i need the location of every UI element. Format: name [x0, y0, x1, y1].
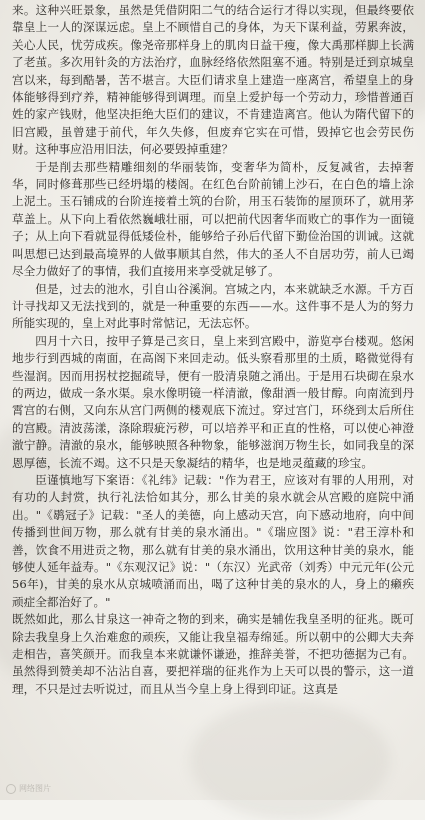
paragraph-5: 臣谨慎地写下案语：《礼纬》记载："作为君王，应该对有罪的人用刑，对有功的人封赏，执行礼法恰如其分，那么甘美的泉水就会从宫殿的庭院中涌出。"《鹖冠子》记载："圣人的美德，向上感动天宫，向下感动地府，向中间传播到世间万物，那么就有甘美的泉水涌出。"《瑞应图》说："君王淳朴和善，饮食不用进贡之物，那么就有甘美的泉水涌出，饮用这种甘美的泉水，能够使人延年益寿。"《东观汉记》说："（东汉）光武帝（刘秀）中元元年(公元56年)，甘美的泉水从京城喷涌而出，喝了这种甘美的泉水的人，身上的癞疾顽症全都治好了。": [12, 472, 414, 609]
watermark-text: 网络图片: [19, 784, 51, 793]
document-body: [12, 2, 414, 698]
paragraph-6: 既然如此，那么甘泉这一神奇之物的到来，确实是辅佐我皇圣明的征兆。既可除去我皇身上久治难愈的顽疾，又能让我皇福寿绵延。所以朝中的公卿大夫奔走相告，喜笑颜开。而我皇本来就谦怀谦逊，推辞美誉，不把功德据为己有。虽然得到赞美却不沾沾自喜，要把祥瑞的征兆作为上天可以畏的警示，这一道理，不只是过去听说过，而且从当今皇上身上得到印证。这真是: [12, 612, 414, 696]
paragraph-1: 来。这种兴旺景象，虽然是凭借阴阳二气的结合运行才得以实现，但最终要依靠皇上一人的深谋远虑。皇上不顾惜自己的身体，为天下谋利益，劳累奔波，关心人民，忧劳成疾。像尧帝那样身上的肌肉日益干瘦，像大禹那样脚上长满了老茧。多次用针灸的方法治疗，血脉经络依然阻塞不通。特别是迁到京城皇宫以来，每到酷暑，苦不堪言。大臣们请求皇上建造一座离宫，希望皇上的身体能够得到疗养，精神能够得到调理。而皇上爱护每一个劳动力，珍惜普通百姓的家产钱财，他坚决拒绝大臣们的建议，不肯建造离宫。他认为隋代留下的旧宫殿，虽曾建于前代，年久失修，但废弃它实在可惜，毁掉它也会劳民伤财。这种事应沿用旧法，何必要毁掉重建？: [12, 3, 414, 157]
paragraph-3: 但是，过去的池水，引自山谷溪涧。宫城之内，本来就缺乏水源。千方百计寻找却又无法找到的，就是一种重要的东西——水。这件事不是人为的努力所能实现的，皇上对此事时常惦记，无法忘怀。: [12, 281, 414, 331]
paragraph-2: 于是削去那些精雕细刻的华丽装饰，变奢华为简朴，反复减省，去掉奢华，同时修葺那些已经坍塌的楼阁。在红色台阶前铺上沙石，在白色的墙上涂上泥土。玉石铺成的台阶连接着土筑的台阶，用玉石装饰的屋顶环了，就用茅草盖上。从下向上看依然巍峨壮丽，可以把前代因奢华而败亡的事作为一面镜子；从上向下看就显得低矮俭朴，能够给子孙后代留下勤俭治国的训诫。这就叫思想已达到最高境界的人做事顺其自然，伟大的圣人不自居功劳，前人已竭尽全力做好了的事情，我们直接用来享受就足够了。: [12, 159, 414, 279]
watermark-logo-icon: [6, 784, 16, 794]
paper-stain: [190, 700, 390, 820]
watermark: [6, 783, 51, 794]
paragraph-4: 四月十六日，按甲子算是己亥日，皇上来到宫殿中，游览亭台楼观。悠闲地步行到西城的南面，在高阁下来回走动。低头察看那里的土质，略微觉得有些湿润。因而用拐杖挖掘疏导，便有一股清泉随之涌出。于是用石块砌在泉水的两边，做成一条水渠。泉水像明镜一样清澈，像甜酒一般甘醇。向南流到丹霄宫的右侧，又向东从宫门两侧的楼观底下流过。穿过宫门，环绕到太后所住的宫殿。清波荡漾，涤除瑕疵污秽，可以培养平和正直的性格，可以使心神澄澈宁静。清澈的泉水，能够映照各种物象，能够滋润万物生长，如同我皇的深恩厚德，长流不竭。这不只是天象凝结的精华，也是地灵蕴藏的珍宝。: [12, 333, 414, 470]
